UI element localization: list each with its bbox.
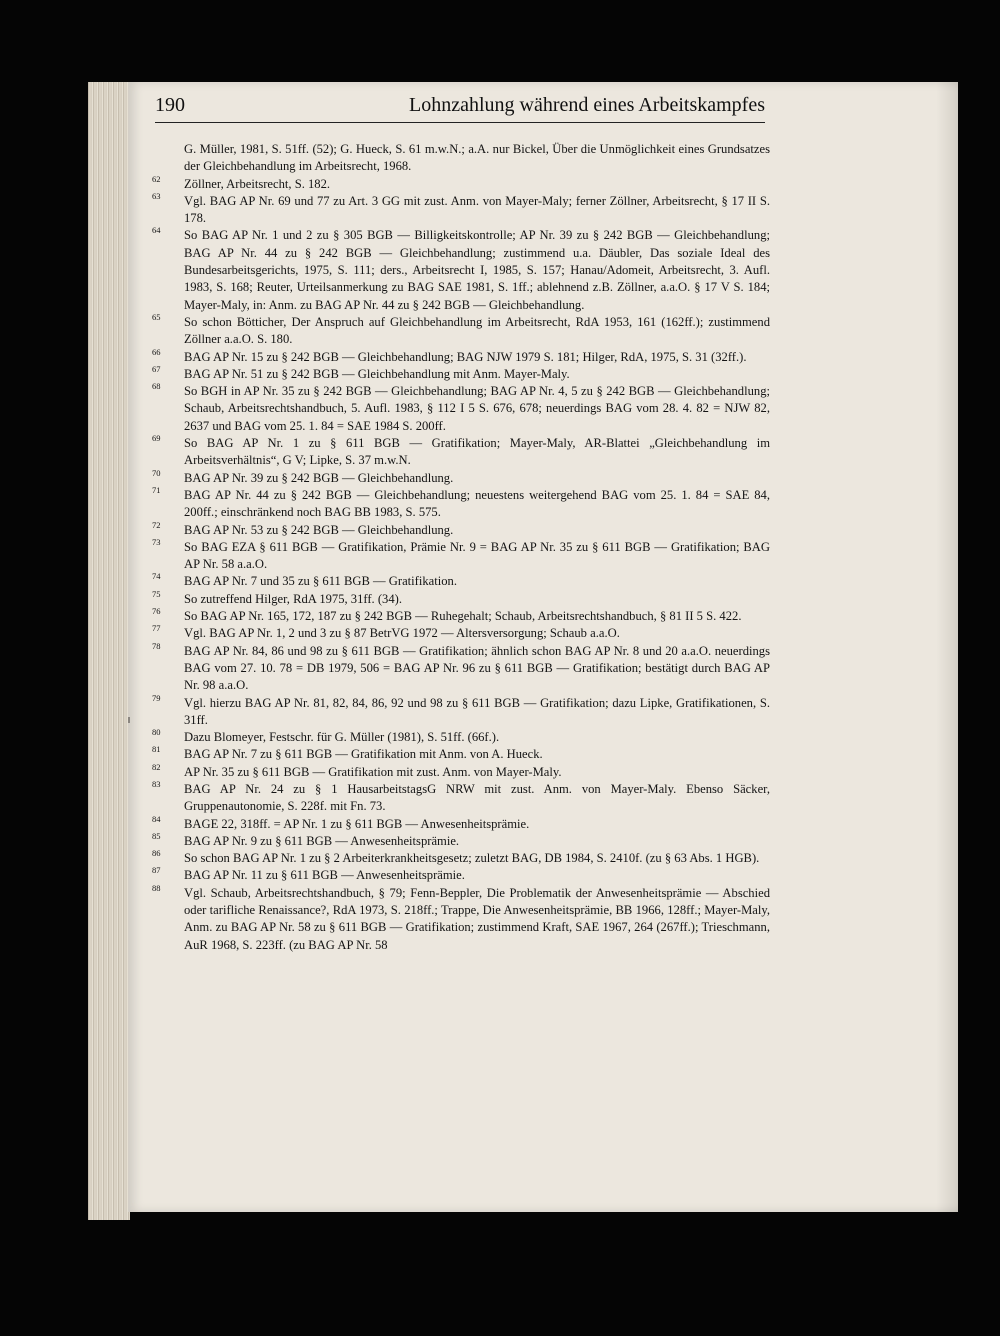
footnote-number: 87 (152, 865, 161, 876)
footnote (150, 692, 770, 730)
footnote-text: So BAG AP Nr. 1 zu § 611 BGB — Gratifikation; Mayer-Maly, AR-Blattei „Gleichbehandlung im Arbeitsverhältnis“, G V; Lipke, S. 37 m.w.N. (184, 436, 770, 468)
margin-mark (128, 717, 130, 723)
footnote-text: BAG AP Nr. 7 und 35 zu § 611 BGB — Gratifikation. (184, 574, 457, 589)
footnote-number: 85 (152, 830, 161, 841)
footnote (150, 383, 770, 435)
footnote-number: 74 (152, 571, 161, 582)
footnote-text: Vgl. BAG AP Nr. 1, 2 und 3 zu § 87 BetrVG 1972 — Altersversorgung; Schaub a.a.O. (184, 626, 620, 641)
footnote-text: BAG AP Nr. 44 zu § 242 BGB — Gleichbehandlung; neuestens weitergehend BAG vom 25. 1. 84 = SAE 84, 200ff.; einschränkend noch BAG BB 1983, S. 575. (184, 487, 770, 520)
footnote (150, 729, 770, 746)
footnote (150, 190, 770, 228)
footnote-number: 73 (152, 536, 161, 547)
footnote-number: 81 (152, 744, 161, 755)
footnotes-list (150, 141, 770, 954)
footnote (150, 588, 770, 608)
footnote-text: BAG AP Nr. 11 zu § 611 BGB — Anwesenheitsprämie. (184, 868, 465, 883)
page-number: 190 (155, 94, 185, 116)
footnote (150, 519, 770, 539)
footnote (150, 813, 770, 833)
footnote-text: So BAG EZA § 611 BGB — Gratifikation, Prämie Nr. 9 = BAG AP Nr. 35 zu § 611 BGB — Gratifikation; BAG AP Nr. 58 a.a.O. (184, 539, 770, 572)
footnote-number: 88 (152, 882, 161, 893)
footnote (150, 311, 770, 349)
footnote-number: 67 (152, 363, 161, 374)
footnote-number: 82 (152, 761, 161, 772)
footnote-text: Vgl. BAG AP Nr. 69 und 77 zu Art. 3 GG mit zust. Anm. von Mayer-Maly; ferner Zöllner, Arbeitsrecht, § 17 II S. 178. (184, 193, 770, 226)
footnote-number: 78 (152, 640, 161, 651)
footnote-text: BAG AP Nr. 51 zu § 242 BGB — Gleichbehandlung mit Anm. Mayer-Maly. (184, 366, 570, 381)
footnote-text: BAG AP Nr. 39 zu § 242 BGB — Gleichbehandlung. (184, 470, 454, 485)
footnote-text: BAG AP Nr. 24 zu § 1 HausarbeitstagsG NRW mit zust. Anm. von Mayer-Maly. Ebenso Säcker, Gruppenautonomie, S. 228f. mit Fn. 73. (184, 781, 770, 814)
footnote (150, 746, 770, 763)
footnote-number: 76 (152, 606, 161, 617)
footnote-text: BAG AP Nr. 53 zu § 242 BGB — Gleichbehandlung. (184, 522, 454, 537)
footnote-number: 80 (152, 727, 161, 738)
footnote (150, 608, 770, 625)
book-page-edges (88, 82, 130, 1220)
footnote-number: 68 (152, 381, 161, 392)
footnote-number: 75 (152, 588, 161, 599)
footnote (150, 573, 770, 590)
running-title: Lohnzahlung während eines Arbeitskampfes (408, 94, 765, 116)
footnote-number: 69 (152, 433, 161, 444)
footnote-number: 84 (152, 813, 161, 824)
footnote-text: BAG AP Nr. 9 zu § 611 BGB — Anwesenheitsprämie. (184, 833, 460, 848)
footnote (150, 435, 770, 470)
footnote (150, 761, 770, 781)
footnote-number: 79 (152, 692, 161, 703)
footnote-number: 71 (152, 484, 161, 495)
footnote-number: 86 (152, 848, 161, 859)
footnote-text: So zutreffend Hilger, RdA 1975, 31ff. (34). (184, 591, 402, 606)
page-header (155, 92, 765, 123)
footnote (150, 640, 770, 695)
page-shadow (936, 82, 958, 1212)
footnote (150, 467, 770, 487)
footnote-text: BAG AP Nr. 7 zu § 611 BGB — Gratifikation mit Anm. von A. Hueck. (184, 747, 543, 762)
footnote-number: 77 (152, 623, 161, 634)
footnote-text: Vgl. hierzu BAG AP Nr. 81, 82, 84, 86, 92 und 98 zu § 611 BGB — Gratifikation; dazu Lipke, Gratifikationen, S. 31ff. (184, 695, 770, 727)
footnote-text: So BAG AP Nr. 165, 172, 187 zu § 242 BGB — Ruhegehalt; Schaub, Arbeitsrechtshandbuch, § 81 II 5 S. 422. (184, 609, 742, 624)
footnote-number: 62 (152, 173, 161, 184)
footnote (150, 227, 770, 313)
footnote-text: Vgl. Schaub, Arbeitsrechtshandbuch, § 79; Fenn-Beppler, Die Problematik der Anwesenheitsprämie — Abschied oder tarifliche Renaissance?, RdA 1973, S. 218ff.; Trappe, Die Anwesenheitsprämie, BB 1966, 128ff.; Mayer-Maly, Anm. zu BAG AP Nr. 58 zu § 611 BGB — Gratifikation; zustimmend Kraft, SAE 1967, 264 (267ff.); Trieschmann, AuR 1968, S. 223ff. (zu BAG AP Nr. 58 (184, 885, 770, 952)
footnote (150, 778, 770, 816)
footnote-number: 66 (152, 346, 161, 357)
footnote-number: 65 (152, 311, 161, 322)
footnote-text: Zöllner, Arbeitsrecht, S. 182. (184, 176, 331, 191)
footnote (150, 173, 770, 193)
footnote (150, 882, 770, 954)
footnote-text: So BAG AP Nr. 1 und 2 zu § 305 BGB — Billigkeitskontrolle; AP Nr. 39 zu § 242 BGB — Gleichbehandlung; BAG AP Nr. 44 zu § 242 BGB — Gleichbehandlung; zustimmend u.a. Däubler, Das soziale Ideal des Bundesarbeitsgerichts, 1975, S. 111; ders., Arbeitsrecht I, 1985, S. 157; Hanau/Adomeit, Arbeitsrecht, 3. Aufl. 1983, S. 168; Reuter, Urteilsanmerkung zu BAG SAE 1981, S. 1ff.; ablehnend z.B. Zöllner, a.a.O. § 17 V S. 184; Mayer-Maly, in: Anm. zu BAG AP Nr. 44 zu § 242 BGB — Gleichbehandlung. (184, 228, 770, 312)
footnote (150, 536, 770, 574)
footnote-number: 72 (152, 519, 161, 530)
footnote (150, 830, 770, 850)
footnote (150, 363, 770, 383)
footnote-text: BAGE 22, 318ff. = AP Nr. 1 zu § 611 BGB — Anwesenheitsprämie. (184, 816, 530, 831)
footnote-number: 70 (152, 467, 161, 478)
footnote-text: So schon Bötticher, Der Anspruch auf Gleichbehandlung im Arbeitsrecht, RdA 1953, 161 (162ff.); zustimmend Zöllner a.a.O. S. 180. (184, 314, 770, 347)
footnote (150, 850, 770, 867)
footnote-text: Dazu Blomeyer, Festschr. für G. Müller (1981), S. 51ff. (66f.). (184, 730, 500, 745)
footnote-text: AP Nr. 35 zu § 611 BGB — Gratifikation mit zust. Anm. von Mayer-Maly. (184, 764, 562, 779)
footnote-text: So schon BAG AP Nr. 1 zu § 2 Arbeiterkrankheitsgesetz; zuletzt BAG, DB 1984, S. 2410f. (zu § 63 Abs. 1 HGB). (184, 851, 760, 866)
footnote-text: G. Müller, 1981, S. 51ff. (52); G. Hueck, S. 61 m.w.N.; a.A. nur Bickel, Über die Unmöglichkeit eines Grundsatzes der Gleichbehandlung im Arbeitsrecht, 1968. (184, 142, 770, 174)
footnote (150, 625, 770, 642)
footnote-text: So BGH in AP Nr. 35 zu § 242 BGB — Gleichbehandlung; BAG AP Nr. 4, 5 zu § 242 BGB — Gleichbehandlung; Schaub, Arbeitsrechtshandbuch, 5. Aufl. 1983, § 112 I 5 S. 676, 678; neuerdings BAG vom 28. 4. 82 = NJW 82, 2637 und BAG vom 25. 1. 84 = SAE 1984 S. 200ff. (184, 384, 770, 433)
footnote-number: 64 (152, 225, 161, 236)
footnote-number: 83 (152, 778, 161, 789)
footnote-text: BAG AP Nr. 84, 86 und 98 zu § 611 BGB — Gratifikation; ähnlich schon BAG AP Nr. 8 und 20 a.a.O. neuerdings BAG vom 27. 10. 78 = DB 1979, 506 = BAG AP Nr. 96 zu § 611 BGB — Gratifikation; bestätigt durch BAG AP Nr. 98 a.a.O. (184, 643, 770, 693)
footnote (150, 141, 770, 176)
footnote-text: BAG AP Nr. 15 zu § 242 BGB — Gleichbehandlung; BAG NJW 1979 S. 181; Hilger, RdA, 1975, S. 31 (32ff.). (184, 349, 747, 364)
footnote (150, 346, 770, 366)
footnote-number: 63 (152, 190, 161, 201)
footnote (150, 484, 770, 522)
footnote (150, 867, 770, 884)
